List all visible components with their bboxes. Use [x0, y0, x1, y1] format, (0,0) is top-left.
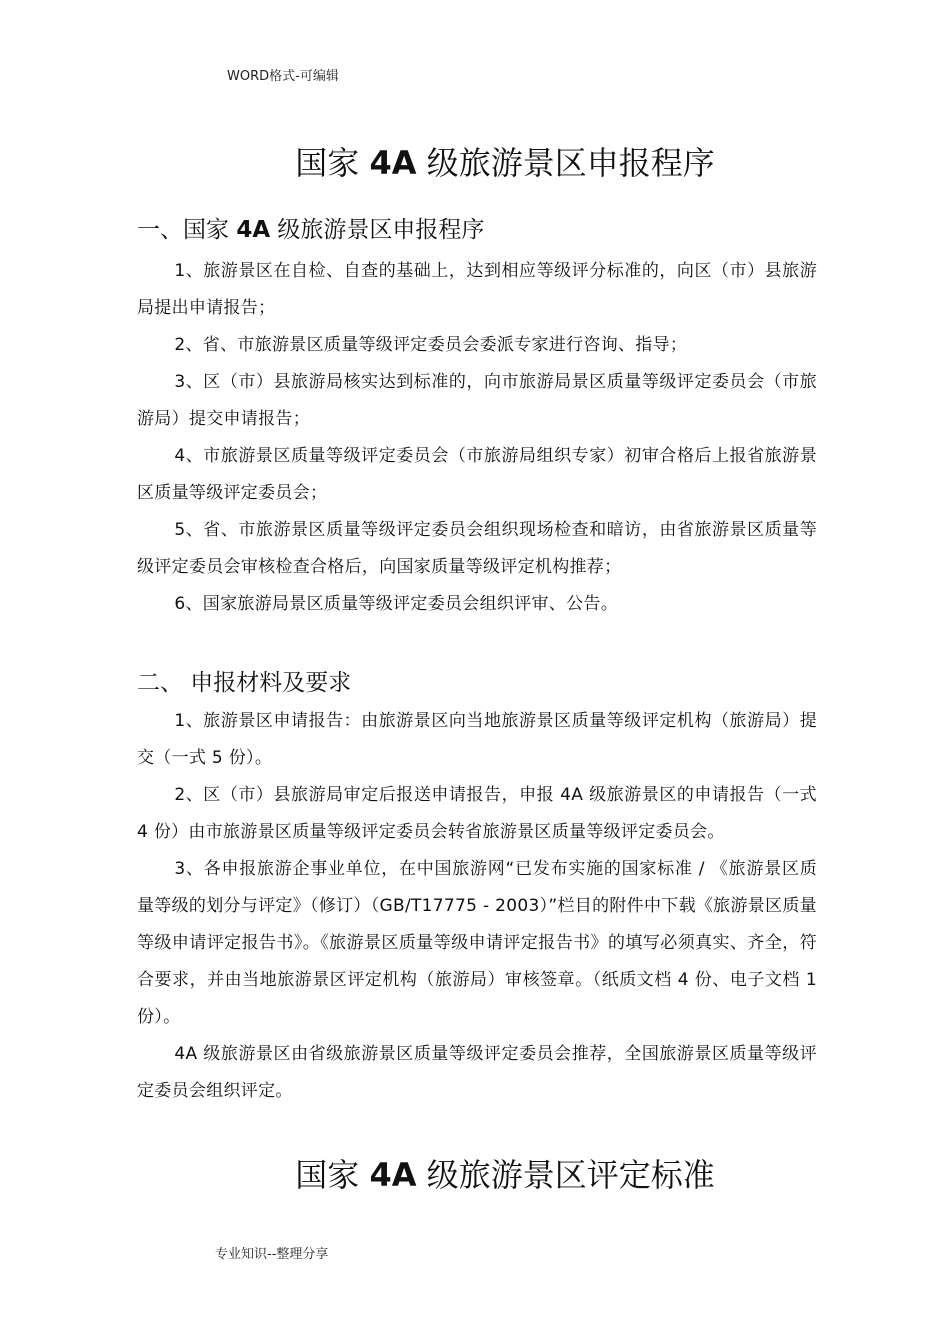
section-1-item-3: 3、区（市）县旅游局核实达到标准的，向市旅游局景区质量等级评定委员会（市旅游局）提交申请报告；	[137, 372, 817, 429]
section-1-item-2: 2、省、市旅游景区质量等级评定委员会委派专家进行咨询、指导；	[174, 335, 688, 355]
section-2-item-2: 2、区（市）县旅游局审定后报送申请报告，申报 4A 级旅游景区的申请报告（一式 4 份）由市旅游景区质量等级评定委员会转省旅游景区质量等级评定委员会。	[137, 785, 817, 842]
section-2-heading: 二、 申报材料及要求	[137, 670, 352, 696]
section-1-item-4: 4、市旅游景区质量等级评定委员会（市旅游局组织专家）初审合格后上报省旅游景区质量等级评定委员会；	[137, 446, 817, 503]
section-2-item-3: 3、各申报旅游企事业单位，在中国旅游网“已发布实施的国家标准 / 《旅游景区质量等级的划分与评定》（修订）（GB/T17775 - 2003）”栏目的附件中下载《旅游景区质量等级申请评定报告书》。《旅游景区质量等级申请评定报告书》的填写必须真实、齐全，符合要求，并由当地旅游景区评定机构（旅游局）审核签章。（纸质文档 4 份、电子文档 1 份）。	[137, 859, 817, 1027]
section-2-item-4: 4A 级旅游景区由省级旅游景区质量等级评定委员会推荐，全国旅游景区质量等级评定委员会组织评定。	[137, 1044, 817, 1101]
section-2-item-1: 1、旅游景区申请报告：由旅游景区向当地旅游景区质量等级评定机构（旅游局）提交（一式 5 份）。	[137, 711, 817, 768]
second-title-pre: 国家	[295, 1156, 370, 1194]
title-text-pre: 国家	[295, 144, 370, 182]
section-1-body	[137, 253, 817, 623]
title-text-post: 级旅游景区申报程序	[416, 144, 715, 182]
title-text-bold: 4A	[369, 144, 417, 182]
section-1-item-5: 5、省、市旅游景区质量等级评定委员会组织现场检查和暗访，由省旅游景区质量等级评定委员会审核检查合格后，向国家质量等级评定机构推荐；	[137, 520, 817, 577]
second-title-post: 级旅游景区评定标准	[416, 1156, 715, 1194]
second-title	[0, 1153, 950, 1197]
second-title-bold: 4A	[369, 1156, 417, 1194]
section-1-heading	[137, 214, 484, 246]
page-header: WORD格式-可编辑	[227, 69, 339, 84]
page-footer: 专业知识--整理分享	[215, 1247, 329, 1262]
section-1-heading-pre: 一、国家	[137, 217, 237, 243]
document-title	[0, 141, 950, 185]
section-1-item-6: 6、国家旅游局景区质量等级评定委员会组织评审、公告。	[174, 594, 619, 614]
section-1-item-1: 1、旅游景区在自检、自查的基础上，达到相应等级评分标准的，向区（市）县旅游局提出申请报告；	[137, 261, 817, 318]
section-2-body	[137, 703, 817, 1110]
section-1-heading-post: 级旅游景区申报程序	[270, 217, 485, 243]
section-1-heading-bold: 4A	[236, 217, 271, 243]
